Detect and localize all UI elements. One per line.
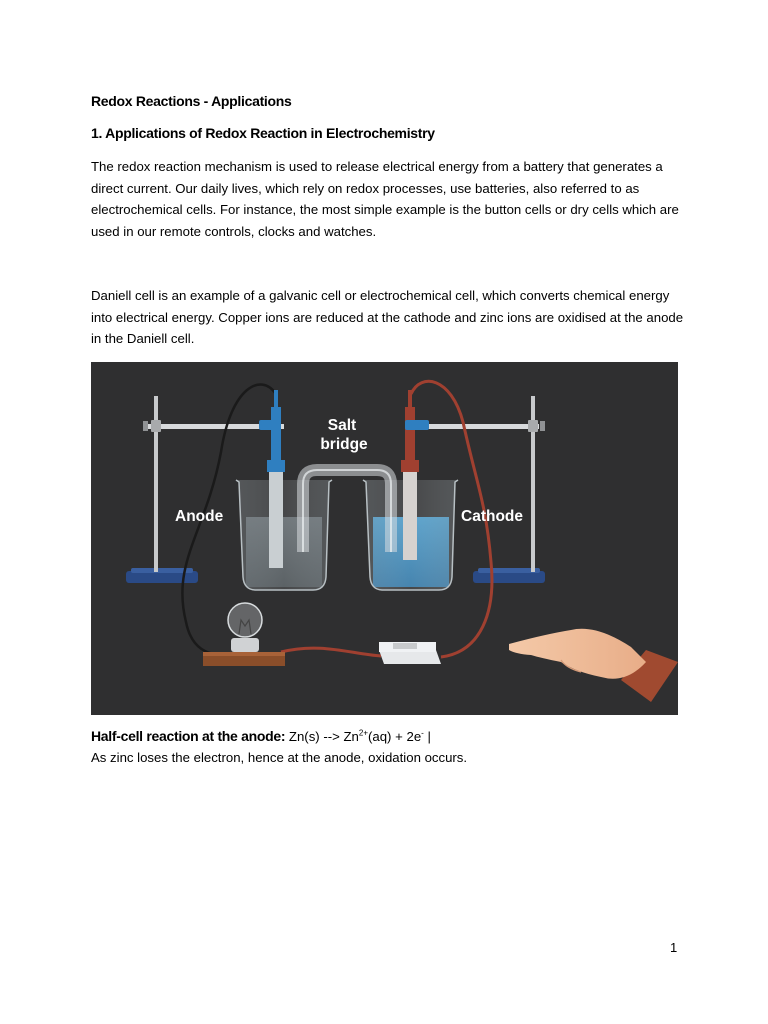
bridge-label: bridge (320, 436, 368, 453)
bulb-wire (281, 648, 381, 656)
document-title: Redox Reactions - Applications (91, 93, 292, 109)
anode-label: Anode (175, 508, 224, 525)
paragraph-daniell-cell: Daniell cell is an example of a galvanic cell or electrochemical cell, which converts chemical energy into electrical energy. Copper ions are reduced at the cathode and zinc ions are oxidised at the anode in the Daniell cell. (91, 288, 684, 347)
pointing-hand (509, 629, 678, 702)
left-beaker (236, 480, 332, 590)
paragraph-batteries: The redox reaction mechanism is used to release electrical energy from a battery that generates a direct current. Our daily lives, which rely on redox processes, use batteries, also referred to as electrochemical cells. For instance, the most simple example is the button cells or dry cells which are used in our remote controls, clocks and watches. (91, 159, 679, 239)
daniell-cell-illustration (91, 362, 678, 715)
reaction-reactant: Zn(s) --> Zn (288, 729, 359, 744)
electron-charge: - (421, 728, 424, 738)
oxidation-note: As zinc loses the electron, hence at the anode, oxidation occurs. (91, 750, 468, 765)
text-cursor: | (427, 729, 431, 744)
section-heading: 1. Applications of Redox Reaction in Electrochemistry (91, 125, 435, 141)
half-cell-reaction (91, 728, 431, 744)
reaction-state: (aq) + 2e (368, 729, 422, 744)
light-bulb (203, 603, 285, 666)
half-cell-label: Half-cell reaction at the anode: (91, 728, 286, 744)
ion-charge: 2+ (358, 728, 368, 738)
switch (379, 642, 441, 664)
page-number: 1 (670, 940, 678, 955)
salt-label: Salt (327, 417, 357, 434)
daniell-cell-figure (91, 362, 678, 715)
cathode-label: Cathode (461, 508, 523, 525)
